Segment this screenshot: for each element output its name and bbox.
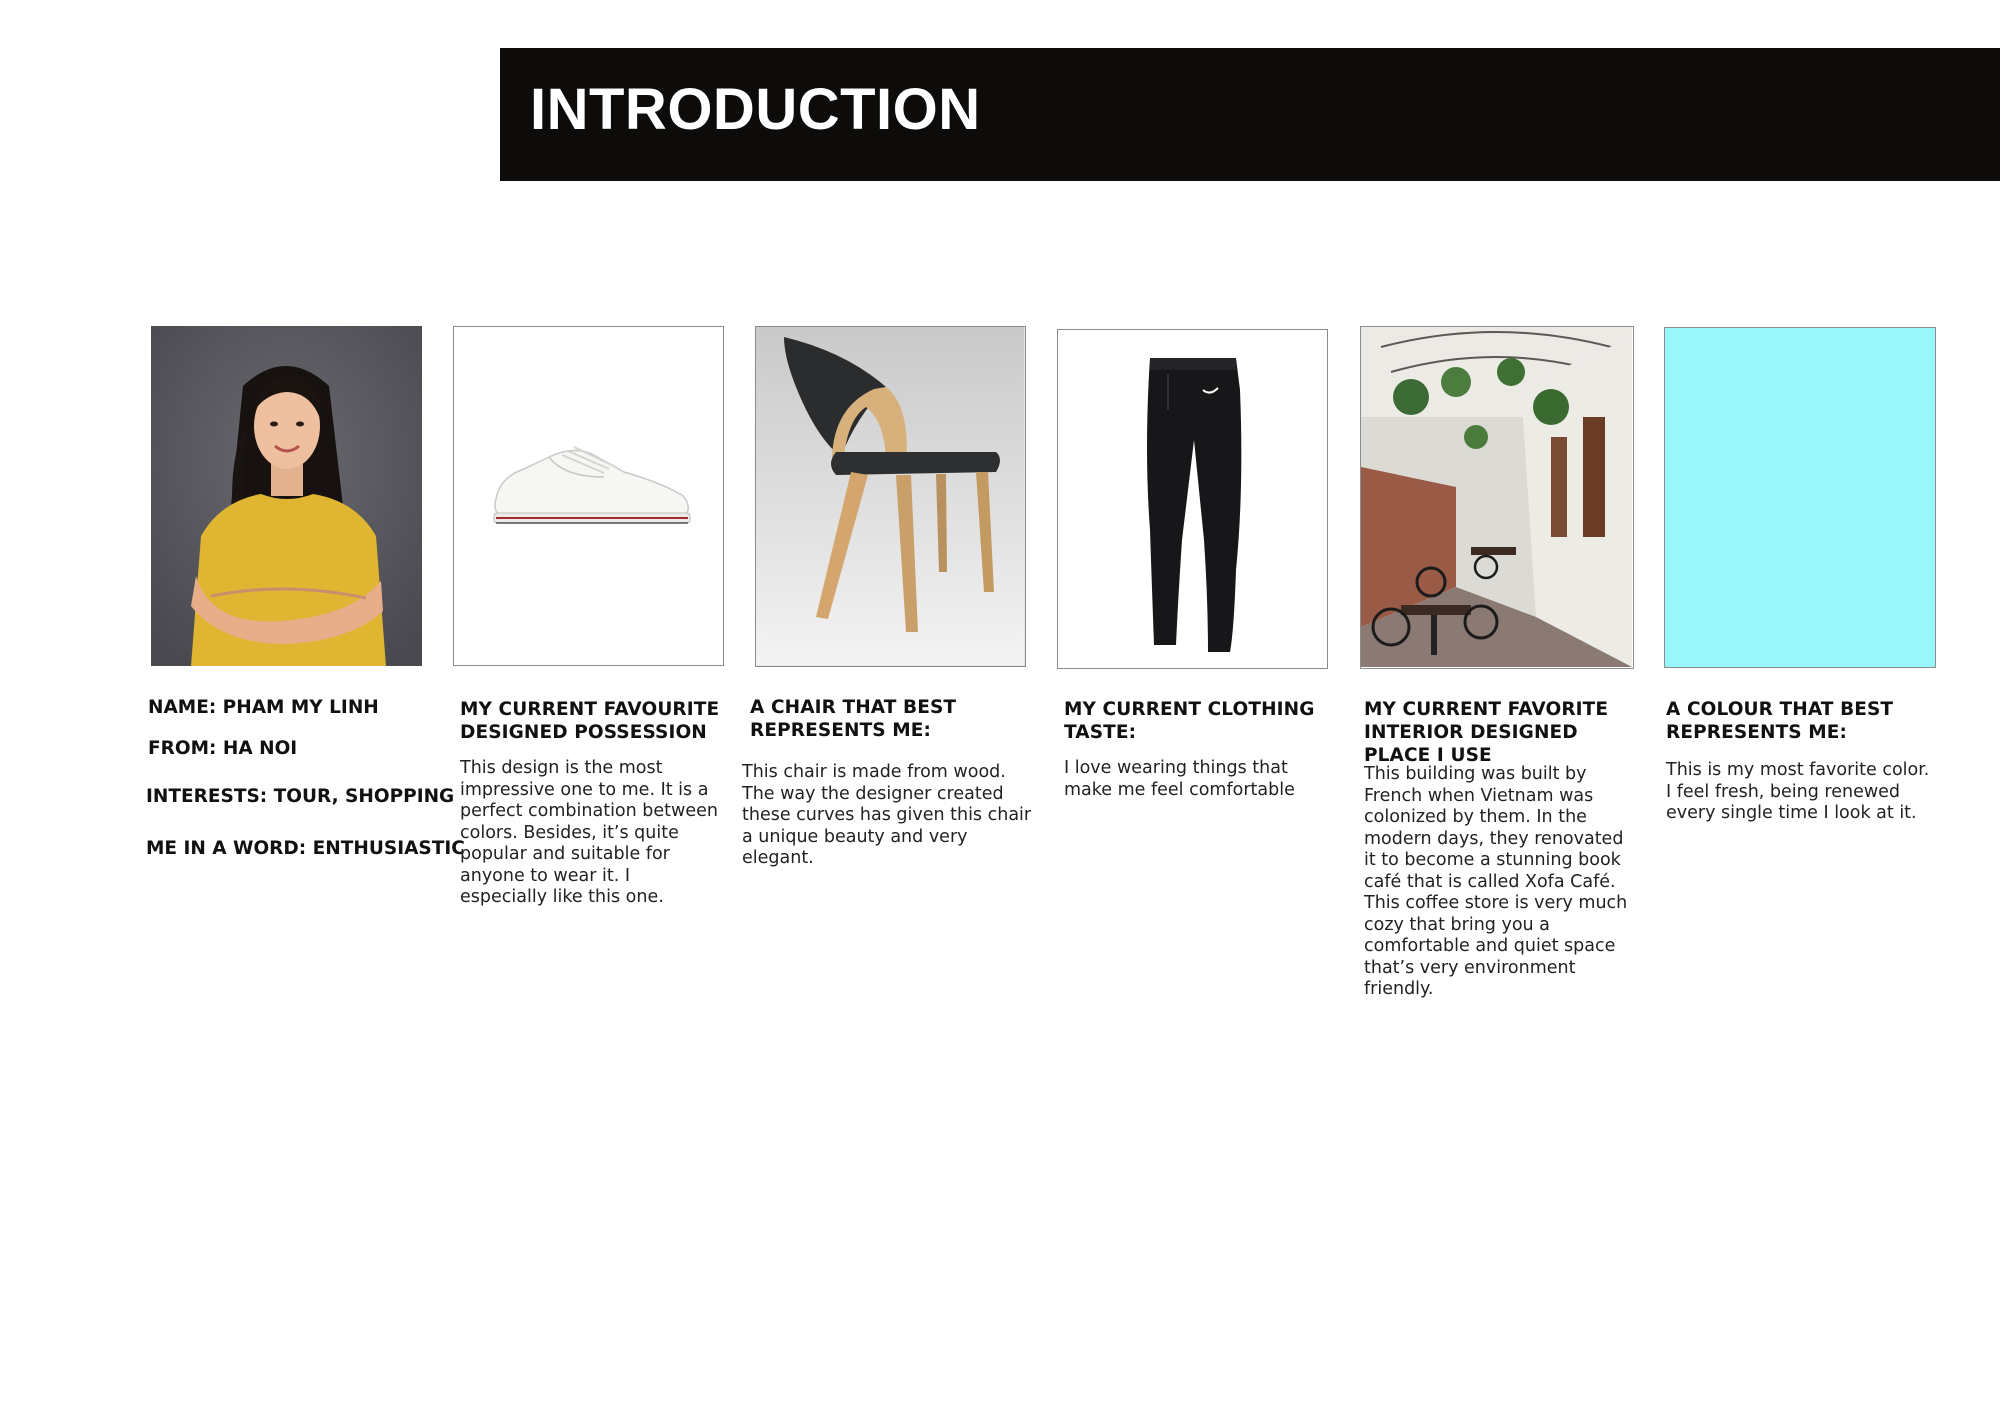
person-portrait-icon [151,326,422,666]
profile-from: FROM: HA NOI [148,738,298,759]
colour-text: This is my most favorite color. I feel fresh, being renewed every single time I look at it. [1666,760,1930,823]
interior-text: This building was built by French when Vietnam was colonized by them. In the modern days, they renovated it to become a stunning book café that is called Xofa Café. This coffee store is very much cozy that bring you a comfortable and quiet space that’s very environment friendly. [1364,764,1628,999]
chair-image [755,326,1026,667]
chair-text: This chair is made from wood. The way the designer created these curves has given this chair a unique beauty and very elegant. [742,762,1032,868]
clothing-text: I love wearing things that make me feel comfortable [1064,758,1295,800]
chair-icon [756,327,1024,665]
profile-word: ME IN A WORD: ENTHUSIASTIC [146,838,465,859]
profile-photo [151,326,422,666]
sneaker-icon [454,327,722,664]
profile-name: NAME: PHAM MY LINH [148,697,379,718]
page-title: INTRODUCTION [530,77,981,142]
profile-interests: INTERESTS: TOUR, SHOPPING [146,786,455,807]
possession-heading: MY CURRENT FAVOURITE DESIGNED POSSESSION [460,699,720,743]
possession-image [453,326,724,666]
colour-swatch [1664,327,1936,668]
clothing-image [1057,329,1328,669]
clothing-heading: MY CURRENT CLOTHING TASTE: [1064,699,1315,743]
interior-image [1360,326,1634,669]
chair-heading: A CHAIR THAT BEST REPRESENTS ME: [750,697,957,741]
cafe-alley-icon [1361,327,1632,667]
possession-text: This design is the most impressive one to me. It is a perfect combination between colors. Besides, it’s quite popular and suitable for anyone to wear it. I especially like this one. [460,758,718,907]
interior-heading: MY CURRENT FAVORITE INTERIOR DESIGNED PLACE I USE [1364,699,1609,766]
title-bar [500,48,2000,181]
track-pants-icon [1058,330,1326,667]
colour-heading: A COLOUR THAT BEST REPRESENTS ME: [1666,699,1894,743]
